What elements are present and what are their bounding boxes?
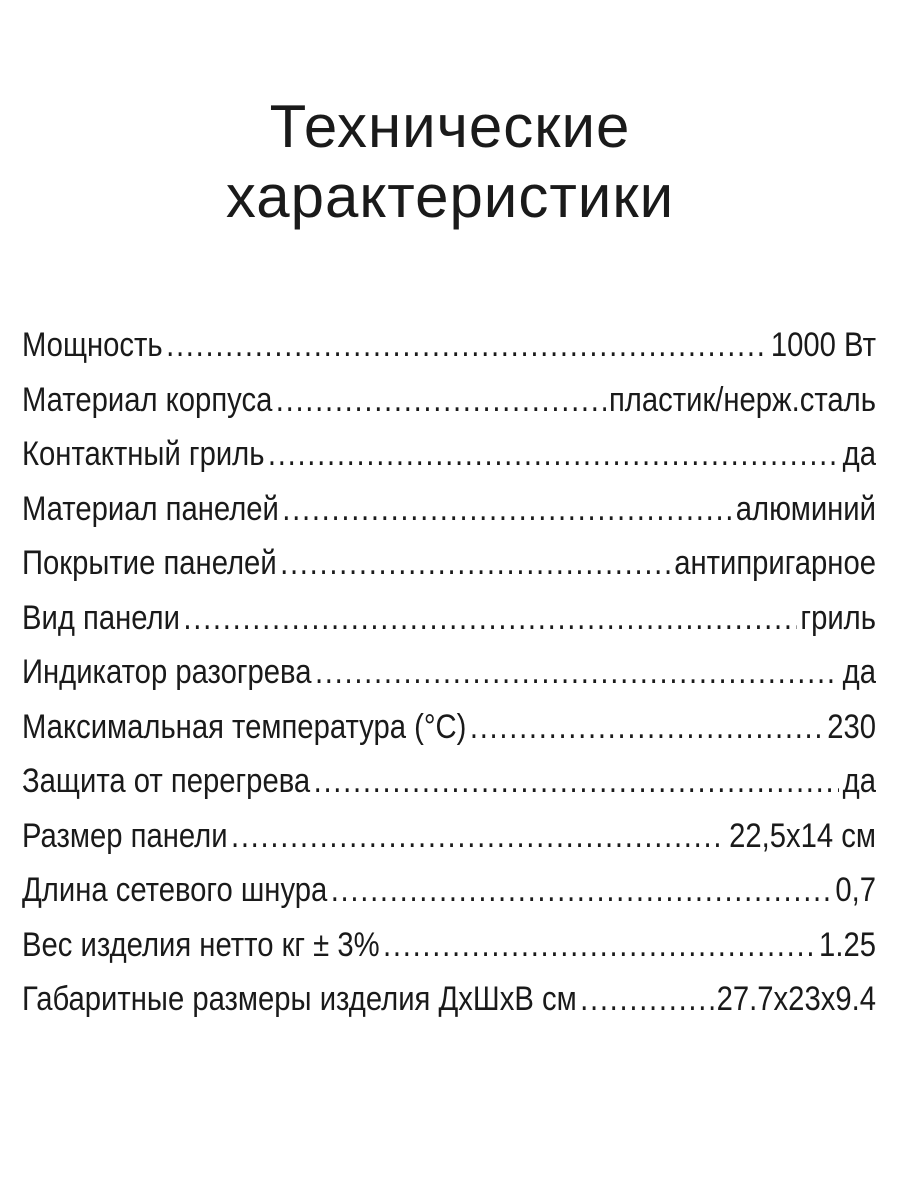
- dot-leader: [231, 809, 726, 863]
- dot-leader: [383, 918, 816, 972]
- dot-leader: [314, 754, 840, 808]
- spec-value: гриль: [800, 598, 876, 637]
- spec-row-panel-size: [22, 809, 876, 864]
- spec-value: 1.25: [819, 925, 876, 964]
- spec-label: Габаритные размеры изделия ДхШхВ см: [22, 980, 577, 1018]
- spec-label: Покрытие панелей: [22, 544, 277, 582]
- spec-value: да: [842, 435, 876, 473]
- spec-value: пластик/нерж.сталь: [608, 380, 876, 419]
- dot-leader: [282, 482, 732, 536]
- spec-row-dimensions: [22, 972, 876, 1027]
- spec-value: 0,7: [835, 871, 876, 909]
- spec-value: да: [842, 653, 876, 691]
- spec-label: Защита от перегрева: [22, 762, 311, 800]
- spec-row-heat-indicator: [22, 645, 876, 700]
- dot-leader: [331, 863, 832, 917]
- dot-leader: [166, 318, 767, 372]
- spec-row-net-weight: [22, 918, 876, 973]
- spec-label: Длина сетевого шнура: [22, 871, 328, 909]
- spec-row-panel-material: [22, 482, 876, 537]
- spec-label: Материал панелей: [22, 489, 279, 528]
- dot-leader: [276, 373, 606, 427]
- spec-label: Мощность: [22, 326, 163, 364]
- title-line-2: характеристики: [225, 163, 675, 231]
- spec-value: 22,5x14 см: [729, 816, 876, 855]
- spec-row-max-temperature: [22, 700, 876, 755]
- spec-label: Контактный гриль: [22, 435, 265, 473]
- spec-label: Максимальная температура (°С): [22, 707, 467, 746]
- page-title: [0, 92, 900, 232]
- spec-row-overheat-protection: [22, 754, 876, 809]
- dot-leader: [280, 536, 671, 590]
- spec-row-panel-coating: [22, 536, 876, 591]
- spec-list: [22, 318, 876, 1027]
- spec-label: Материал корпуса: [22, 380, 273, 419]
- spec-value: антипригарное: [674, 544, 876, 582]
- spec-row-body-material: [22, 373, 876, 428]
- spec-value: 230: [827, 707, 876, 746]
- spec-row-cord-length: [22, 863, 876, 918]
- spec-value: 1000 Вт: [770, 326, 876, 364]
- spec-value: 27.7x23x9.4: [716, 980, 876, 1018]
- spec-value: алюминий: [735, 489, 876, 528]
- spec-label: Размер панели: [22, 816, 228, 855]
- spec-label: Индикатор разогрева: [22, 653, 312, 691]
- title-line-1: Технические: [269, 93, 631, 161]
- spec-row-panel-type: [22, 591, 876, 646]
- dot-leader: [268, 427, 839, 481]
- spec-label: Вид панели: [22, 598, 180, 637]
- dot-leader: [470, 700, 824, 754]
- spec-row-power: [22, 318, 876, 373]
- spec-row-contact-grill: [22, 427, 876, 482]
- spec-value: да: [842, 762, 876, 800]
- dot-leader: [183, 591, 797, 645]
- dot-leader: [580, 972, 713, 1026]
- dot-leader: [315, 645, 839, 699]
- spec-label: Вес изделия нетто кг ± 3%: [22, 925, 380, 964]
